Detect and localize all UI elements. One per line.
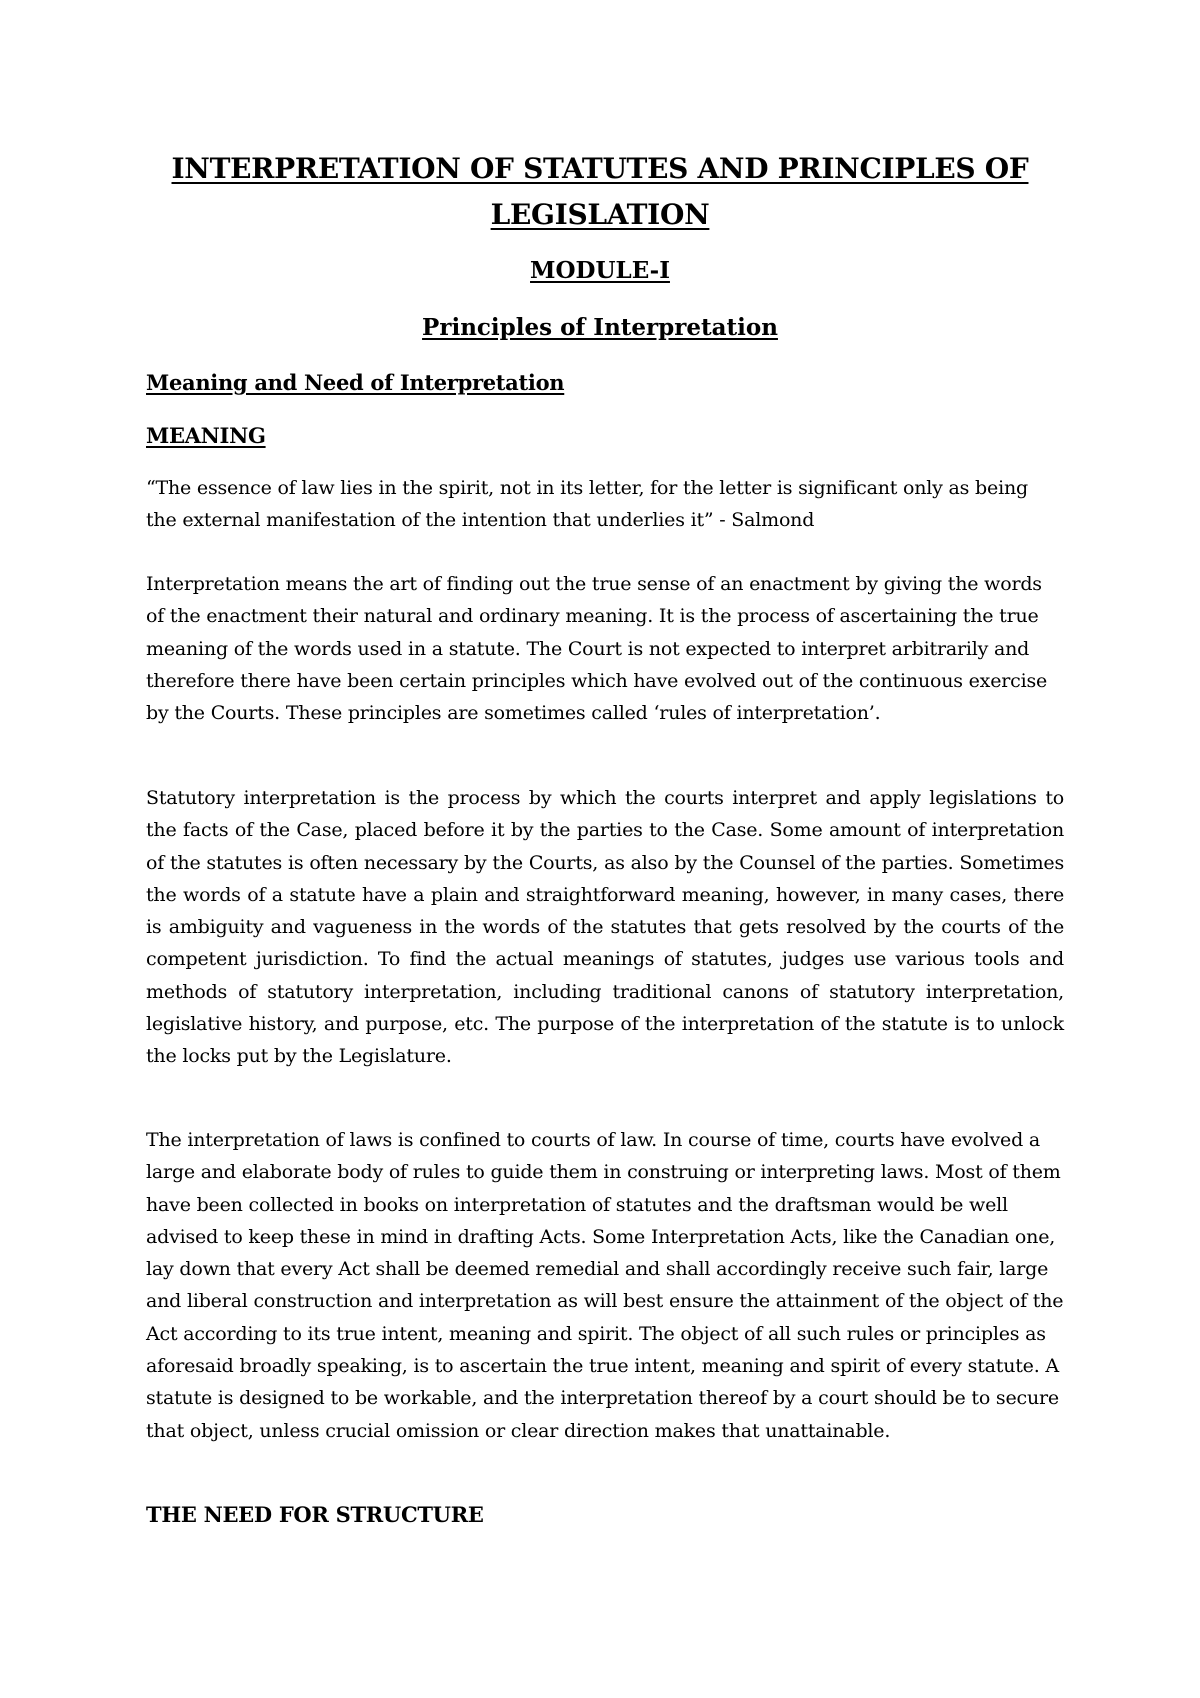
salmond-quote: “The essence of law lies in the spirit, not in its letter, for the letter is significant only as being the external manifestation of the intention that underlies it” - Salmond: [146, 477, 1028, 532]
module-heading: MODULE-I: [530, 257, 670, 284]
paragraph-1: Interpretation means the art of finding out the true sense of an enactment by giving the words of the enactment their natural and ordinary meaning. It is the process of ascertaining the true meaning of the words used in a statute. The Court is not expected to interpret arbitrarily and therefore there have been certain principles which have evolved out of the continuous exercise by the Courts. These principles are sometimes called ‘rules of interpretation’.: [146, 573, 1048, 725]
need-for-structure-heading: THE NEED FOR STRUCTURE: [146, 1502, 484, 1527]
paragraph-3: The interpretation of laws is confined to courts of law. In course of time, courts have evolved a large and elaborate body of rules to guide them in construing or interpreting laws. Most of them have been collected in books on interpretation of statutes and the draftsman would be well advised to keep these in mind in drafting Acts. Some Interpretation Acts, like the Canadian one, lay down that every Act shall be deemed remedial and shall accordingly receive such fair, large and liberal construction and interpretation as will best ensure the attainment of the object of the Act according to its true intent, meaning and spirit. The object of all such rules or principles as aforesaid broadly speaking, is to ascertain the true intent, meaning and spirit of every statute. A statute is designed to be workable, and the interpretation thereof by a court should be to secure that object, unless crucial omission or clear direction makes that unattainable.: [146, 1129, 1064, 1442]
document-title: INTERPRETATION OF STATUTES AND PRINCIPLES OF LEGISLATION: [171, 152, 1029, 231]
section-title: Principles of Interpretation: [422, 314, 778, 341]
paragraph-2: Statutory interpretation is the process by which the courts interpret and apply legislations to the facts of the Case, placed before it by the parties to the Case. Some amount of interpretation of the statutes is often necessary by the Courts, as also by the Counsel of the parties. Sometimes the words of a statute have a plain and straightforward meaning, however, in many cases, there is ambiguity and vagueness in the words of the statutes that gets resolved by the courts of the competent jurisdiction. To find the actual meanings of statutes, judges use various tools and methods of statutory interpretation, including traditional canons of statutory interpretation, legislative history, and purpose, etc. The purpose of the interpretation of the statute is to unlock the locks put by the Legislature.: [146, 787, 1064, 1068]
subsection-title: Meaning and Need of Interpretation: [146, 370, 565, 395]
meaning-heading: MEANING: [146, 423, 266, 448]
